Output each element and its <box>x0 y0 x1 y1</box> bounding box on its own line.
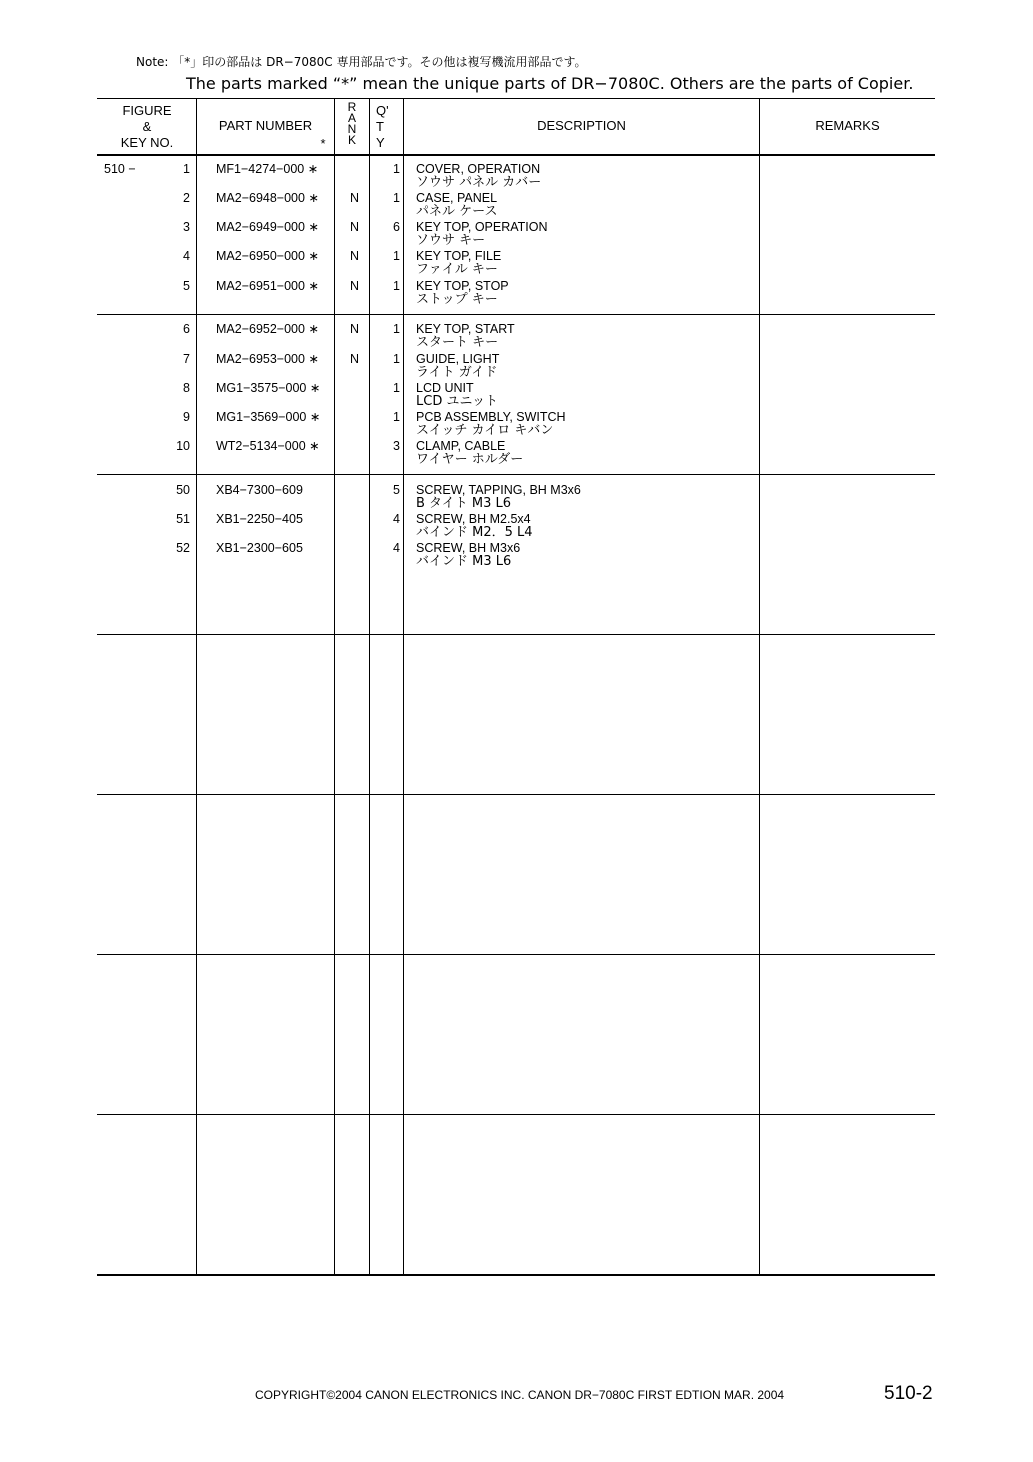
rank: N <box>350 191 360 205</box>
group-divider <box>97 954 935 955</box>
description-jp: ワイヤー ホルダー <box>416 452 524 467</box>
description-en: COVER, OPERATION <box>416 162 541 176</box>
quantity: 1 <box>393 322 400 336</box>
part-number: MA2−6952−000 ∗ <box>216 322 319 336</box>
description <box>416 322 515 350</box>
header-figure-line2: & <box>142 119 152 134</box>
part-number: MF1−4274−000 ∗ <box>216 162 319 176</box>
group-divider <box>97 474 935 475</box>
part-number: MA2−6948−000 ∗ <box>216 191 319 205</box>
part-number: MG1−3569−000 ∗ <box>216 410 321 424</box>
description <box>416 279 509 307</box>
description <box>416 352 499 380</box>
key-number: 9 <box>183 410 190 424</box>
header-figure-line1: FIGURE <box>122 103 172 118</box>
key-number: 52 <box>176 541 190 555</box>
description-jp: ファイル キー <box>416 262 498 277</box>
description <box>416 541 520 569</box>
part-number: MA2−6953−000 ∗ <box>216 352 319 366</box>
description-en: CASE, PANEL <box>416 191 498 205</box>
key-number: 3 <box>183 220 190 234</box>
column-divider <box>403 98 404 1275</box>
description-jp: スイッチ カイロ キバン <box>416 423 554 438</box>
description-jp: バインド M3 L6 <box>416 554 512 569</box>
header-rank <box>335 102 369 146</box>
description <box>416 439 523 467</box>
header-figure <box>97 103 197 151</box>
column-divider <box>759 98 760 1275</box>
description-en: GUIDE, LIGHT <box>416 352 500 366</box>
quantity: 5 <box>393 483 400 497</box>
header-qty-t: T <box>376 119 384 134</box>
key-number: 7 <box>183 352 190 366</box>
group-divider <box>97 1114 935 1115</box>
key-number: 4 <box>183 249 190 263</box>
quantity: 1 <box>393 279 400 293</box>
description <box>416 162 541 190</box>
description <box>416 381 498 409</box>
part-number: XB1−2250−405 <box>216 512 303 526</box>
description <box>416 191 497 219</box>
header-rank-a: A <box>347 111 356 125</box>
quantity: 4 <box>393 541 400 555</box>
quantity: 1 <box>393 352 400 366</box>
quantity: 1 <box>393 162 400 176</box>
header-figure-line3: KEY NO. <box>120 135 174 150</box>
description-jp: ライト ガイド <box>416 365 498 380</box>
group-divider <box>97 634 935 635</box>
description-jp: バインド M2．5 L4 <box>416 525 533 540</box>
part-number: WT2−5134−000 ∗ <box>216 439 320 453</box>
description-jp: パネル ケース <box>416 204 498 219</box>
description-en: LCD UNIT <box>416 381 474 395</box>
quantity: 3 <box>393 439 400 453</box>
key-number: 50 <box>176 483 190 497</box>
description-jp: B タイト M3 L6 <box>416 496 512 511</box>
header-remarks: REMARKS <box>815 118 880 133</box>
description-en: SCREW, BH M2.5x4 <box>416 512 531 526</box>
key-number: 6 <box>183 322 190 336</box>
quantity: 4 <box>393 512 400 526</box>
part-number: MG1−3575−000 ∗ <box>216 381 321 395</box>
description <box>416 220 548 248</box>
description-en: SCREW, TAPPING, BH M3x6 <box>416 483 581 497</box>
description-en: PCB ASSEMBLY, SWITCH <box>416 410 566 424</box>
description-jp: LCD ユニット <box>416 394 498 409</box>
description-en: CLAMP, CABLE <box>416 439 506 453</box>
header-rank-r: R <box>347 100 357 114</box>
key-number: 8 <box>183 381 190 395</box>
description-en: KEY TOP, OPERATION <box>416 220 548 234</box>
rank: N <box>350 220 360 234</box>
key-number: 5 <box>183 279 190 293</box>
page-number: 510-2 <box>884 1383 933 1404</box>
description <box>416 512 533 540</box>
description-en: KEY TOP, STOP <box>416 279 509 293</box>
part-number: MA2−6949−000 ∗ <box>216 220 319 234</box>
rank: N <box>350 249 360 263</box>
note-english: The parts marked “*” mean the unique parts of DR−7080C. Others are the parts of Copier. <box>186 74 914 93</box>
group-divider <box>97 794 935 795</box>
part-number: MA2−6951−000 ∗ <box>216 279 319 293</box>
rank: N <box>350 322 360 336</box>
rank: N <box>350 279 360 293</box>
key-number: 10 <box>176 439 190 453</box>
rank: N <box>350 352 360 366</box>
description-en: KEY TOP, FILE <box>416 249 502 263</box>
column-divider <box>334 98 335 1275</box>
description <box>416 410 566 438</box>
figure-number: 510 − <box>104 162 136 176</box>
key-number: 2 <box>183 191 190 205</box>
header-qty <box>370 103 404 151</box>
column-divider <box>369 98 370 1275</box>
header-qty-y: Y <box>376 135 385 150</box>
table-top-rule <box>97 98 935 99</box>
quantity: 1 <box>393 249 400 263</box>
table-bottom-rule <box>97 1274 935 1276</box>
key-number: 1 <box>183 162 190 176</box>
part-number: MA2−6950−000 ∗ <box>216 249 319 263</box>
description-jp: ソウサ パネル カバー <box>416 175 542 190</box>
quantity: 6 <box>393 220 400 234</box>
quantity: 1 <box>393 410 400 424</box>
header-part-star: * <box>320 136 326 151</box>
description <box>416 249 501 277</box>
column-divider <box>196 98 197 1275</box>
copyright-footer: COPYRIGHT©2004 CANON ELECTRONICS INC. CANON DR−7080C FIRST EDTION MAR. 2004 <box>255 1388 785 1402</box>
key-number: 51 <box>176 512 190 526</box>
description-jp: スタート キー <box>416 335 499 350</box>
description-en: SCREW, BH M3x6 <box>416 541 521 555</box>
header-rank-n: N <box>347 122 357 136</box>
description-jp: ストップ キー <box>416 292 498 307</box>
part-number: XB4−7300−609 <box>216 483 303 497</box>
description <box>416 483 581 511</box>
quantity: 1 <box>393 191 400 205</box>
part-number: XB1−2300−605 <box>216 541 303 555</box>
header-description: DESCRIPTION <box>537 118 626 133</box>
header-rank-k: K <box>347 133 356 147</box>
header-bottom-rule <box>97 154 935 156</box>
header-qty-q: Q' <box>376 103 389 118</box>
description-jp: ソウサ キー <box>416 233 486 248</box>
note-japanese: Note: 「*」印の部品は DR−7080C 専用部品です。その他は複写機流用部品です。 <box>136 55 587 69</box>
group-divider <box>97 314 935 315</box>
quantity: 1 <box>393 381 400 395</box>
description-en: KEY TOP, START <box>416 322 515 336</box>
header-part-number: PART NUMBER <box>218 118 313 133</box>
